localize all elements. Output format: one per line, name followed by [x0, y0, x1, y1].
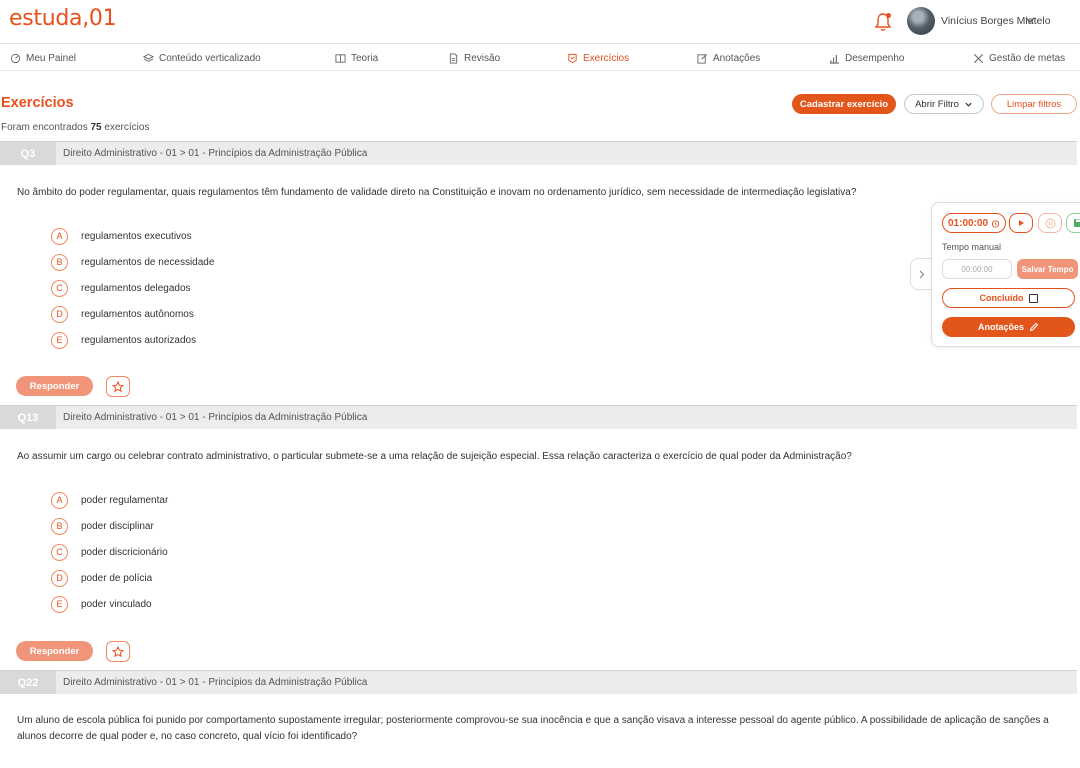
done-button[interactable] [942, 288, 1075, 308]
book-icon [335, 53, 346, 64]
nav-item-meu-painel[interactable] [10, 51, 76, 66]
option-letter[interactable]: C [51, 544, 68, 561]
document-icon [448, 53, 459, 64]
option-letter[interactable]: C [51, 280, 68, 297]
results-count [1, 122, 149, 133]
clear-filters-button[interactable]: Limpar filtros [991, 94, 1077, 114]
app-logo[interactable]: estuda,01 [9, 6, 117, 31]
question-text: Ao assumir um cargo ou celebrar contrato administrativo, o particular submete-se a uma relação de sujeição especial. Essa relação caracteriza o exercício de qual poder da Administração? [17, 451, 852, 462]
question-id: Q3 [0, 142, 56, 165]
pencil-icon [1029, 322, 1039, 332]
play-button[interactable] [1009, 213, 1033, 233]
timer-value: 01:00:00 [947, 217, 989, 229]
option-text: poder regulamentar [81, 494, 169, 506]
option-text: poder disciplinar [81, 520, 154, 532]
option-c[interactable] [51, 543, 168, 561]
option-letter[interactable]: D [51, 306, 68, 323]
question-header [0, 405, 1077, 429]
nav-item-revisao[interactable] [448, 51, 500, 66]
nav-item-exercicios[interactable] [567, 51, 629, 66]
option-text: regulamentos de necessidade [81, 256, 215, 268]
main-nav [0, 45, 1080, 71]
option-d[interactable] [51, 569, 152, 587]
option-d[interactable] [51, 305, 194, 323]
save-icon [1073, 218, 1080, 228]
gauge-icon [10, 53, 21, 64]
star-icon [112, 381, 124, 393]
option-letter[interactable]: B [51, 254, 68, 271]
option-e[interactable] [51, 595, 152, 613]
open-filter-label: Abrir Filtro [915, 98, 959, 110]
chevron-right-icon [917, 269, 926, 280]
option-letter[interactable]: A [51, 228, 68, 245]
favorite-button[interactable] [106, 641, 130, 662]
option-text: poder de polícia [81, 572, 153, 584]
question-path: Direito Administrativo - 01 > 01 - Princípios da Administração Pública [63, 412, 368, 423]
question-path: Direito Administrativo - 01 > 01 - Princípios da Administração Pública [63, 677, 368, 688]
option-text: regulamentos executivos [81, 230, 192, 242]
chevron-down-icon [964, 100, 973, 109]
pause-button[interactable] [1038, 213, 1062, 233]
option-text: poder discricionário [81, 546, 168, 558]
option-text: poder vinculado [81, 598, 152, 610]
notes-button[interactable] [942, 317, 1075, 337]
option-text: regulamentos autorizados [81, 334, 197, 346]
tools-icon [973, 53, 984, 64]
exercise-icon [567, 53, 578, 64]
option-letter[interactable]: D [51, 570, 68, 587]
nav-item-anotacoes[interactable] [697, 51, 760, 66]
top-bar [0, 0, 1080, 44]
nav-label: Teoria [351, 53, 379, 64]
nav-label: Revisão [464, 53, 501, 64]
option-b[interactable] [51, 517, 154, 535]
nav-item-desempenho[interactable] [829, 51, 904, 66]
save-time-button[interactable]: Salvar Tempo [1017, 259, 1078, 279]
question-id: Q22 [0, 671, 56, 694]
layers-icon [143, 53, 154, 64]
question-text: Um aluno de escola pública foi punido por comportamento supostamente irregular; posteriormente comprovou-se sua inocência e que a sanção visava a interesse pessoal do agente público. A possibilidade de aplicação de sanções a alunos decorre de qual poder e, no caso concreto, qual vício foi identificado? [17, 715, 1049, 742]
option-letter[interactable]: B [51, 518, 68, 535]
star-icon [112, 646, 124, 658]
results-number: 75 [90, 122, 102, 133]
option-text: regulamentos delegados [81, 282, 191, 294]
register-exercise-button[interactable]: Cadastrar exercício [792, 94, 896, 114]
timer-panel [931, 202, 1080, 347]
save-button[interactable] [1066, 213, 1080, 233]
question-text: No âmbito do poder regulamentar, quais regulamentos têm fundamento de validade direto na Constituição e inovam no ordenamento jurídico, sem necessidade de intermediação legislativa? [17, 187, 857, 198]
question-id: Q13 [0, 406, 56, 429]
results-prefix: Foram encontrados [1, 122, 88, 133]
option-letter[interactable]: E [51, 596, 68, 613]
option-letter[interactable]: E [51, 332, 68, 349]
option-a[interactable] [51, 227, 192, 245]
notes-label: Anotações [977, 322, 1024, 332]
nav-label: Desempenho [845, 53, 905, 64]
page-title: Exercícios [1, 95, 74, 111]
question-header [0, 670, 1077, 694]
alarm-clock-icon [991, 219, 1000, 228]
question-path: Direito Administrativo - 01 > 01 - Princípios da Administração Pública [63, 148, 368, 159]
pause-icon [1045, 218, 1056, 229]
notification-bell-icon[interactable] [873, 11, 893, 33]
nav-label: Exercícios [583, 53, 630, 64]
checkbox-icon [1029, 294, 1038, 303]
manual-time-label: Tempo manual [942, 242, 1002, 252]
nav-item-gestao-de-metas[interactable] [973, 51, 1065, 66]
chevron-down-icon[interactable] [1024, 13, 1036, 27]
option-letter[interactable]: A [51, 492, 68, 509]
favorite-button[interactable] [106, 376, 130, 397]
answer-button[interactable]: Responder [16, 376, 93, 396]
option-c[interactable] [51, 279, 191, 297]
nav-label: Anotações [713, 53, 761, 64]
timer-clock[interactable] [942, 213, 1006, 233]
nav-label: Gestão de metas [989, 53, 1066, 64]
edit-icon [697, 53, 708, 64]
nav-item-conteudo-verticalizado[interactable] [143, 51, 261, 66]
user-avatar[interactable] [907, 7, 935, 35]
nav-item-teoria[interactable] [335, 51, 378, 66]
results-suffix: exercícios [104, 122, 150, 133]
nav-label: Meu Painel [26, 53, 77, 64]
option-b[interactable] [51, 253, 214, 271]
option-a[interactable] [51, 491, 168, 509]
option-e[interactable] [51, 331, 196, 349]
timer-collapse-tab[interactable] [910, 258, 932, 290]
question-header [0, 141, 1077, 165]
user-name[interactable]: Vinícius Borges Miatelo [941, 15, 1051, 27]
nav-label: Conteúdo verticalizado [159, 53, 261, 64]
option-text: regulamentos autônomos [81, 308, 194, 320]
answer-button[interactable]: Responder [16, 641, 93, 661]
play-icon [1017, 219, 1025, 227]
manual-time-input[interactable]: 00:00:00 [942, 259, 1012, 279]
open-filter-button[interactable] [904, 94, 984, 114]
done-label: Concluído [979, 293, 1024, 303]
bar-chart-icon [829, 53, 840, 64]
